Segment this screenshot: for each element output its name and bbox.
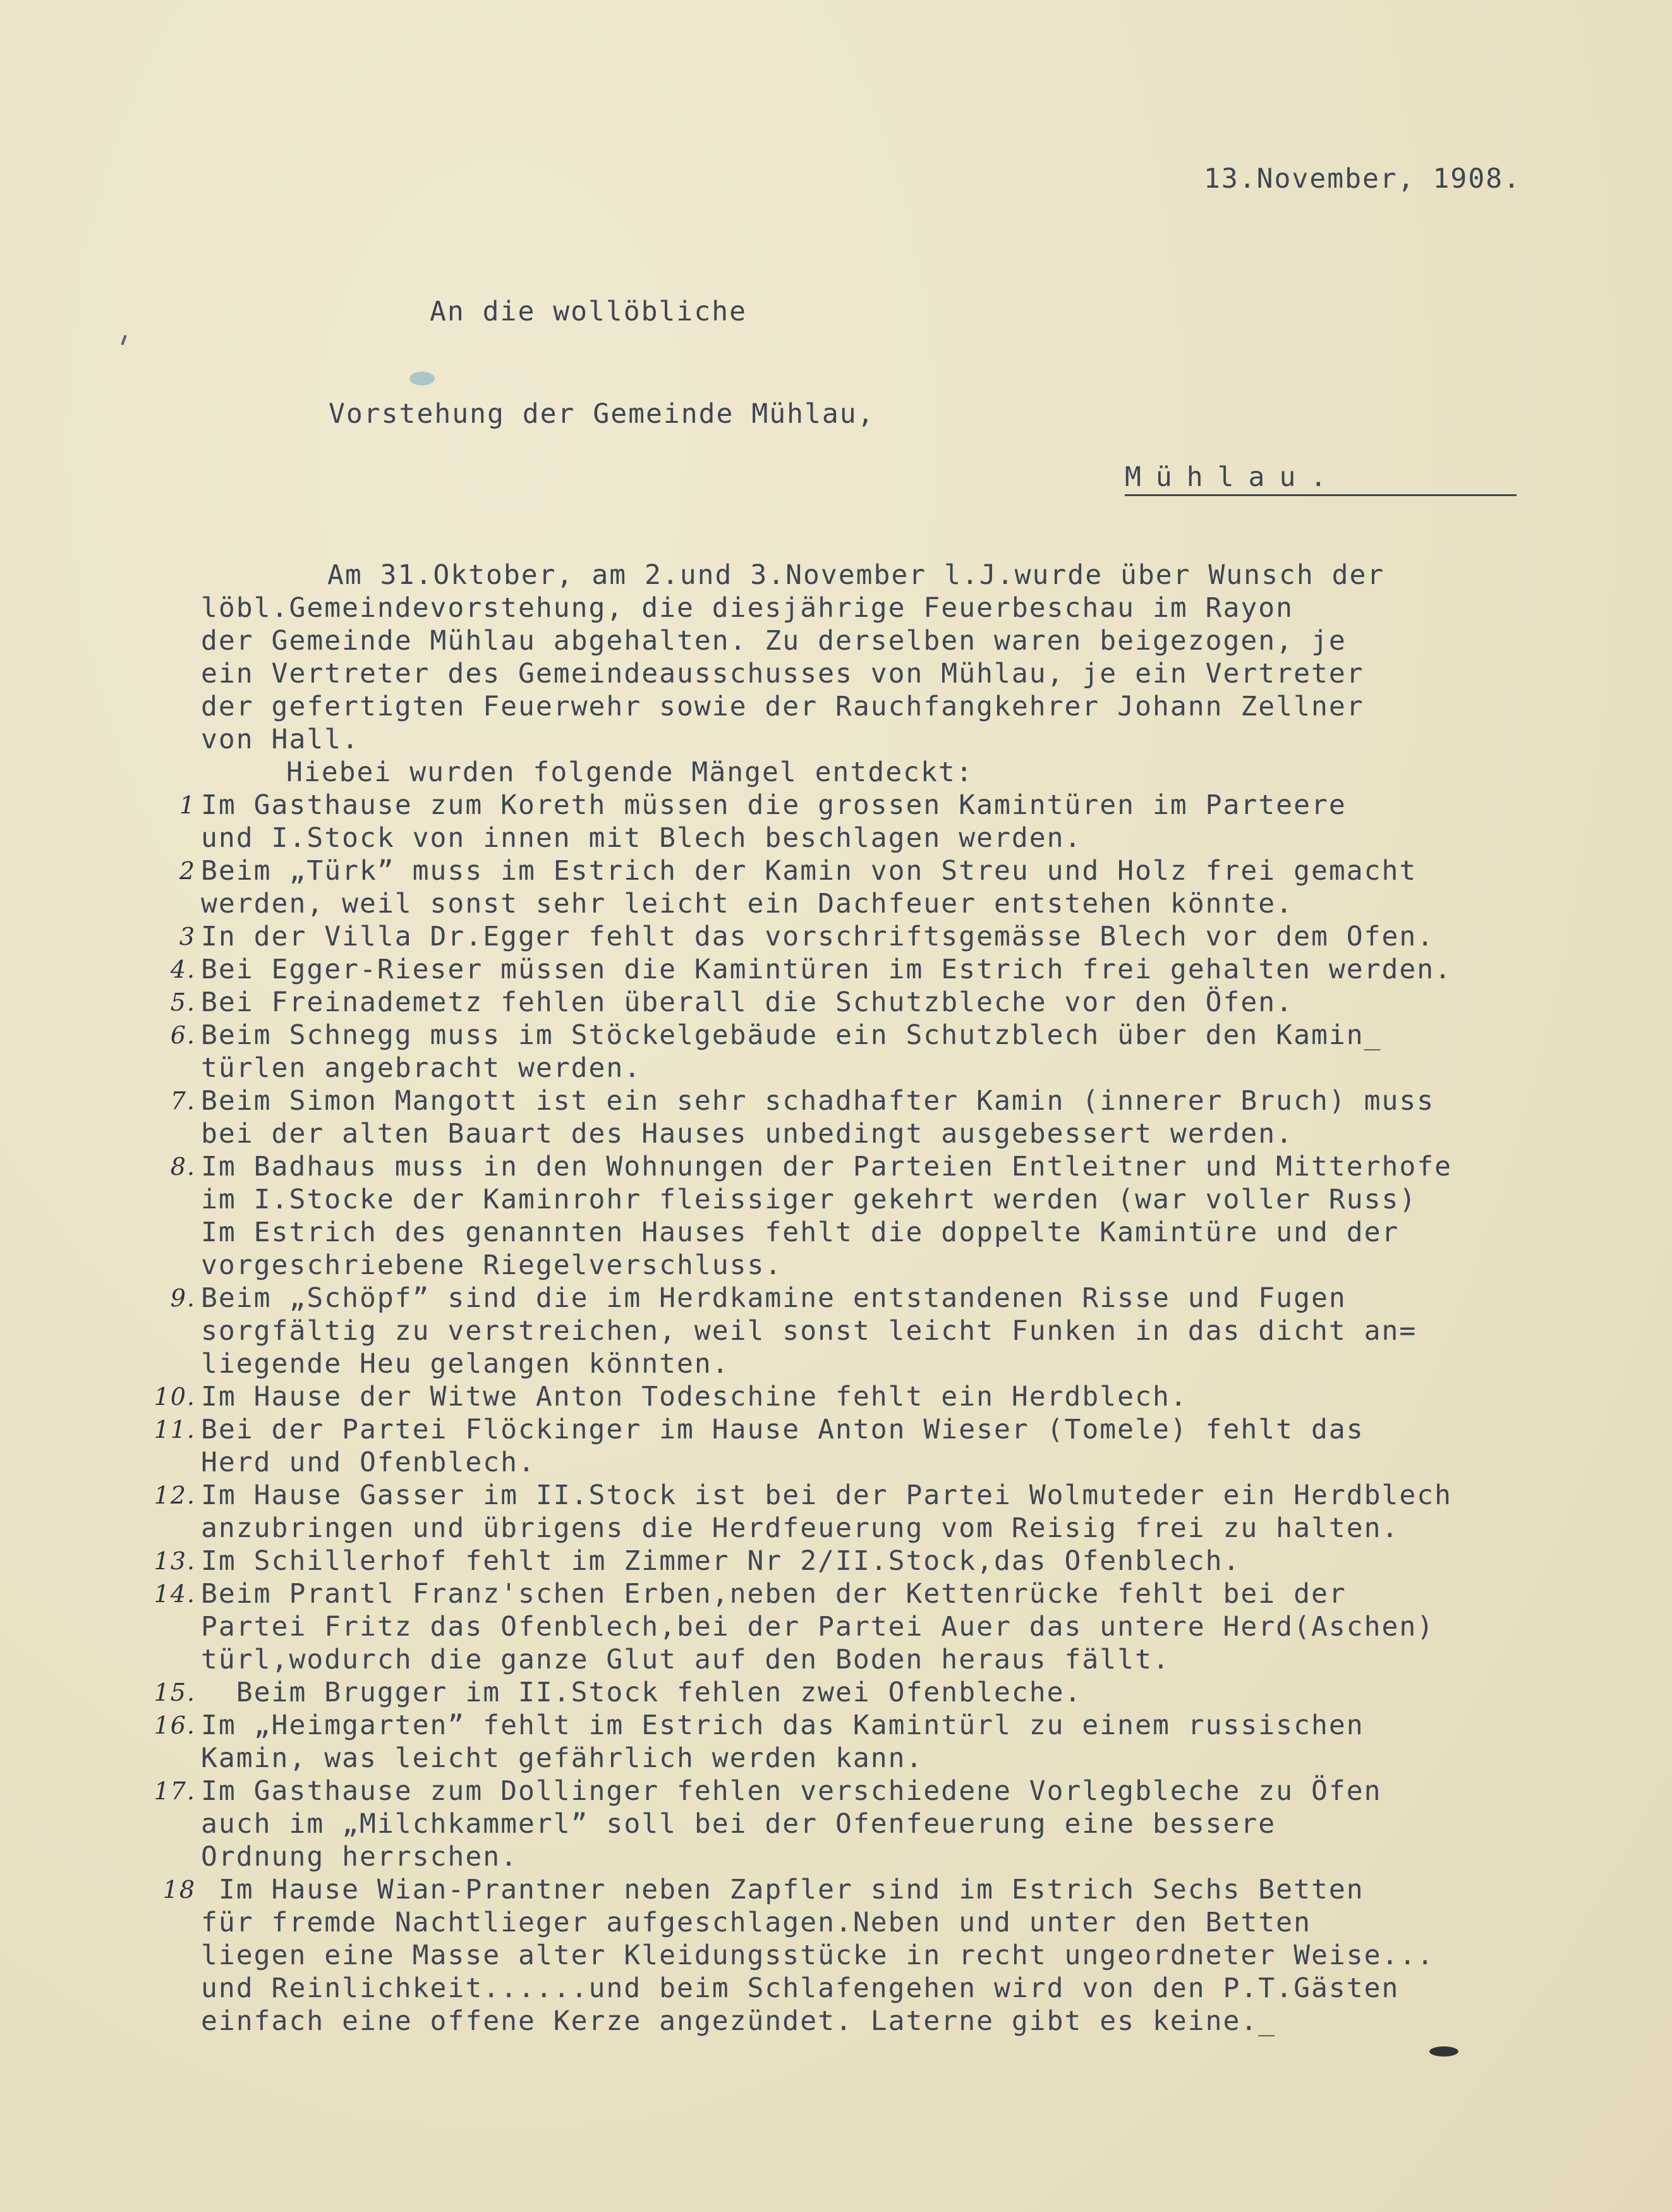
defect-item-text: und Reinlichkeit......und beim Schlafengehen wird von den P.T.Gästen (201, 1972, 1400, 2004)
handwritten-item-number: 7. (170, 1087, 196, 1115)
defect-item-line (201, 1315, 1667, 1347)
defect-item-line (201, 1446, 1667, 1479)
defect-item-line (201, 1610, 1667, 1643)
defect-item-line (201, 1052, 1667, 1085)
defect-item-line (154, 1545, 1667, 1577)
defect-item-line (162, 1873, 1667, 1906)
handwritten-item-number: 5. (170, 988, 196, 1016)
defect-item-text: Beim Prantl Franz'schen Erben,neben der Kettenrücke fehlt bei der (201, 1578, 1347, 1610)
defect-item-line (170, 1019, 1667, 1052)
defect-item-text: Beim „Schöpf” sind die im Herdkamine entstandenen Risse und Fugen (201, 1282, 1347, 1314)
ink-blot (1429, 2046, 1458, 2057)
defect-item-line (201, 1249, 1667, 1282)
defect-item-line (179, 920, 1667, 953)
defect-item-line (201, 1643, 1667, 1676)
defect-item-line (201, 2005, 1667, 2038)
defect-item-line (201, 1840, 1667, 1873)
defect-item-text: Im Gasthause zum Koreth müssen die grossen Kamintüren im Parteere (201, 789, 1347, 821)
defect-item-line (179, 789, 1667, 822)
defect-item-text: Im Schillerhof fehlt im Zimmer Nr 2/II.Stock,das Ofenblech. (201, 1545, 1241, 1577)
defect-item-line (201, 1183, 1667, 1216)
defect-item-text: Im Hause Gasser im II.Stock ist bei der Partei Wolmuteder ein Herdblech (201, 1480, 1453, 1511)
defect-item-line (170, 953, 1667, 986)
defect-item-line (154, 1413, 1667, 1446)
letter-date: 13.November, 1908. (1204, 163, 1521, 195)
recipient-name: Vorstehung der Gemeinde Mühlau, (329, 398, 875, 430)
handwritten-item-number: 4. (170, 956, 196, 983)
defect-item-text: Im Hause Wian-Prantner neben Zapfler sind im Estrich Sechs Betten (201, 1874, 1364, 1905)
defect-item-text: Bei der Partei Flöckinger im Hause Anton Wieser (Tomele) fehlt das (201, 1414, 1364, 1445)
handwritten-item-number: 12. (154, 1481, 196, 1509)
defect-item-text: Beim Brugger im II.Stock fehlen zwei Ofenbleche. (201, 1677, 1082, 1708)
defect-item-text: Im „Heimgarten” fehlt im Estrich das Kamintürl zu einem russischen (201, 1710, 1364, 1741)
defect-item-text: auch im „Milchkammerl” soll bei der Ofenfeuerung eine bessere (201, 1808, 1276, 1840)
defect-item-text: In der Villa Dr.Egger fehlt das vorschriftsgemässe Blech vor dem Ofen. (201, 921, 1435, 952)
handwritten-item-number: 15. (154, 1679, 196, 1706)
recipient-salutation: An die wollöbliche (430, 296, 747, 327)
defect-item-line (201, 1742, 1667, 1775)
defect-item-line (201, 822, 1667, 854)
defect-item-text: im I.Stocke der Kaminrohr fleissiger gekehrt werden (war voller Russ) (201, 1184, 1417, 1215)
ink-blot (409, 372, 435, 386)
defect-item-text: anzubringen und übrigens die Herdfeuerung vom Reisig frei zu halten. (201, 1512, 1400, 1544)
defect-item-text: liegende Heu gelangen könnten. (201, 1348, 730, 1380)
letter-body (154, 559, 1667, 2038)
defect-item-line (154, 1775, 1667, 1808)
defect-item-line (201, 1512, 1667, 1545)
defect-item-text: liegen eine Masse alter Kleidungsstücke in recht ungeordneter Weise... (201, 1940, 1435, 1971)
defect-item-line (170, 1150, 1667, 1183)
intro-line: der Gemeinde Mühlau abgehalten. Zu derselben waren beigezogen, je (201, 625, 1347, 657)
defect-item-line (201, 1939, 1667, 1972)
handwritten-item-number: 8. (170, 1153, 196, 1181)
defect-item-text: bei der alten Bauart des Hauses unbedingt ausgebessert werden. (201, 1118, 1294, 1150)
defect-item-text: Im Gasthause zum Dollinger fehlen verschiedene Vorlegbleche zu Öfen (201, 1775, 1382, 1807)
defect-item-line (154, 1479, 1667, 1512)
defect-item-line (201, 1972, 1667, 2005)
handwritten-item-number: 13. (154, 1547, 196, 1575)
defect-item-line (154, 1676, 1667, 1709)
defect-item-text: und I.Stock von innen mit Blech beschlagen werden. (201, 822, 1082, 854)
defect-item-line (201, 1906, 1667, 1939)
defect-item-line (201, 1347, 1667, 1380)
handwritten-item-number: 3 (179, 923, 196, 951)
defect-item-text: Im Hause der Witwe Anton Todeschine fehlt ein Herdblech. (201, 1381, 1188, 1413)
handwritten-item-number: 9. (170, 1284, 196, 1312)
handwritten-item-number: 16. (154, 1711, 196, 1739)
defect-item-text: Im Badhaus muss in den Wohnungen der Parteien Entleitner und Mitterhofe (201, 1151, 1453, 1182)
defect-item-text: einfach eine offene Kerze angezündet. Laterne gibt es keine._ (201, 2005, 1276, 2037)
intro-line: von Hall. (201, 724, 360, 755)
defect-item-text: werden, weil sonst sehr leicht ein Dachfeuer entstehen könnte. (201, 888, 1294, 920)
defect-item-line (154, 1709, 1667, 1742)
defect-item-line (154, 1380, 1667, 1413)
defect-item-line (154, 1577, 1667, 1610)
defect-item-line (201, 1808, 1667, 1840)
intro-line: löbl.Gemeindevorstehung, die diesjährige Feuerbeschau im Rayon (201, 592, 1294, 624)
defect-item-text: sorgfältig zu verstreichen, weil sonst leicht Funken in das dicht an= (201, 1315, 1417, 1347)
handwritten-item-number: 18 (162, 1876, 196, 1904)
defect-item-text: Herd und Ofenblech. (201, 1447, 536, 1478)
defect-item-line (201, 1117, 1667, 1150)
defect-item-text: Kamin, was leicht gefährlich werden kann. (201, 1742, 924, 1774)
handwritten-item-number: 6. (170, 1021, 196, 1049)
intro-line: der gefertigten Feuerwehr sowie der Rauchfangkehrer Johann Zellner (201, 691, 1364, 722)
recipient-place: Mühlau. (1125, 461, 1517, 496)
defect-item-text: Bei Freinademetz fehlen überall die Schutzbleche vor den Öfen. (201, 987, 1294, 1018)
defect-list (154, 789, 1667, 2038)
defect-item-line (170, 1085, 1667, 1117)
defect-item-text: für fremde Nachtlieger aufgeschlagen.Neben und unter den Betten (201, 1907, 1311, 1938)
defect-item-text: Beim Simon Mangott ist ein sehr schadhafter Kamin (innerer Bruch) muss (201, 1085, 1435, 1117)
intro-line: ein Vertreter des Gemeindeausschusses von Mühlau, je ein Vertreter (201, 658, 1364, 690)
defect-item-line (170, 986, 1667, 1019)
defect-item-text: vorgeschriebene Riegelverschluss. (201, 1249, 783, 1281)
handwritten-item-number: 17. (154, 1777, 196, 1805)
defect-item-text: Beim „Türk” muss im Estrich der Kamin von Streu und Holz frei gemacht (201, 855, 1417, 887)
ink-mark (121, 335, 126, 345)
intro-line: Hiebei wurden folgende Mängel entdeckt: (286, 757, 974, 788)
defect-item-text: Im Estrich des genannten Hauses fehlt die doppelte Kamintüre und der (201, 1217, 1400, 1248)
defect-item-line (179, 854, 1667, 887)
intro-line: Am 31.Oktober, am 2.und 3.November l.J.wurde über Wunsch der (327, 559, 1385, 591)
defect-item-text: türlen angebracht werden. (201, 1052, 642, 1084)
handwritten-item-number: 14. (154, 1580, 196, 1608)
defect-item-line (201, 887, 1667, 920)
defect-item-line (201, 1216, 1667, 1249)
defect-item-text: Ordnung herrschen. (201, 1841, 518, 1873)
defect-item-text: Partei Fritz das Ofenblech,bei der Partei Auer das untere Herd(Aschen) (201, 1611, 1435, 1643)
defect-item-text: Bei Egger-Rieser müssen die Kamintüren im Estrich frei gehalten werden. (201, 954, 1453, 985)
defect-item-text: Beim Schnegg muss im Stöckelgebäude ein Schutzblech über den Kamin_ (201, 1019, 1382, 1051)
handwritten-item-number: 2 (179, 857, 196, 885)
handwritten-item-number: 1 (179, 791, 196, 819)
defect-item-text: türl,wodurch die ganze Glut auf den Boden heraus fällt. (201, 1644, 1170, 1675)
defect-item-line (170, 1282, 1667, 1315)
handwritten-item-number: 11. (154, 1416, 196, 1443)
handwritten-item-number: 10. (154, 1383, 196, 1411)
